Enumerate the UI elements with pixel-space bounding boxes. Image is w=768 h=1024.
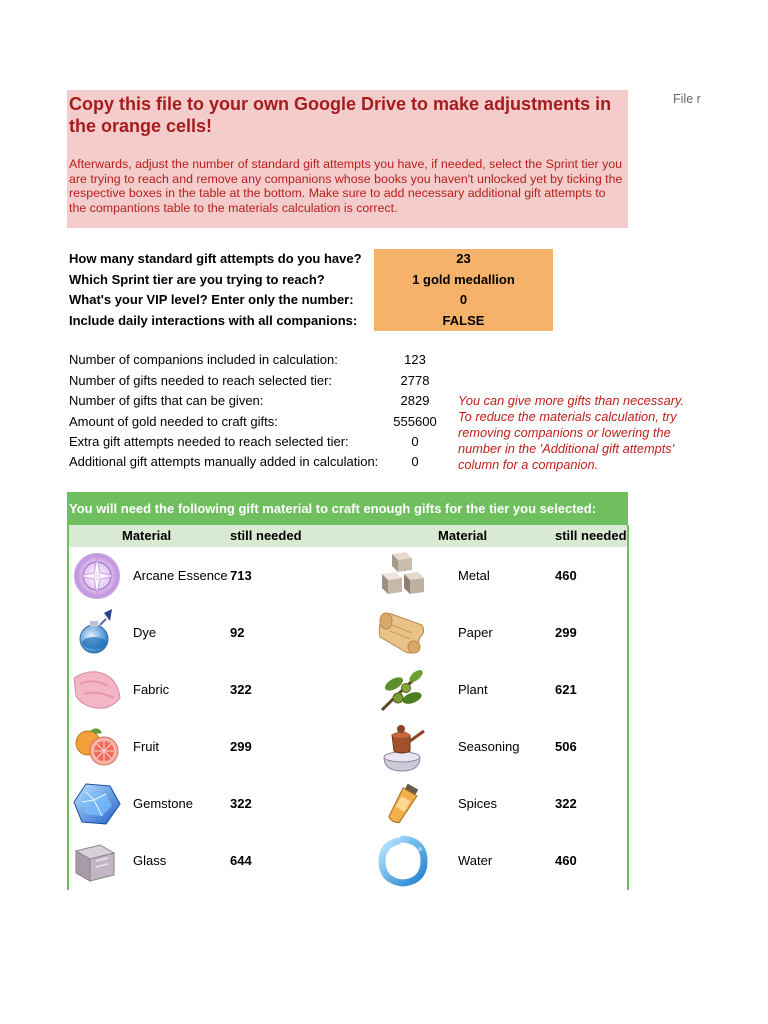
paper-icon [376,607,430,659]
daily-interactions-label: Include daily interactions with all companions: [69,313,358,328]
spices-icon [376,778,430,830]
material-qty-paper: 299 [555,625,577,640]
col-material-left: Material [122,528,172,543]
gifts-needed-label: Number of gifts needed to reach selected tier: [69,373,333,388]
material-name-paper: Paper [458,625,493,640]
material-qty-arcane-essence: 713 [230,568,252,583]
hint-note: You can give more gifts than necessary. To reduce the materials calculation, try removing companions or lowering the number in the 'Additional gift attempts' column for a companion. [458,393,684,472]
material-qty-fabric: 322 [230,682,252,697]
material-qty-spices: 322 [555,796,577,811]
fabric-icon [70,664,124,716]
gold-needed-value: 555600 [393,414,437,429]
file-hint-text: File r [673,92,701,106]
material-name-fruit: Fruit [133,739,159,754]
manual-attempts-value: 0 [411,454,419,469]
notice-body: Afterwards, adjust the number of standard gift attempts you have, if needed, select the Sprint tier you are trying to reach and remove any companions whose books you haven't unlocked yet by ticking the respective boxes in the table at the bottom. Make sure to add necessary additional gift attempts to the compantions table to the materials calculation is correct. [69,157,623,216]
material-name-metal: Metal [458,568,490,583]
table-left-border [67,525,69,890]
glass-icon [70,835,124,887]
material-name-arcane-essence: Arcane Essence [133,568,228,583]
manual-attempts-label: Additional gift attempts manually added in calculation: [69,454,379,469]
gifts-possible-label: Number of gifts that can be given: [69,393,264,408]
daily-interactions-cell[interactable]: FALSE [442,313,485,328]
col-material-right: Material [438,528,488,543]
water-icon [376,835,430,887]
gifts-needed-value: 2778 [400,373,430,388]
sprint-tier-label: Which Sprint tier are you trying to reach? [69,272,325,287]
material-qty-glass: 644 [230,853,252,868]
col-needed-right: still needed [555,528,627,543]
sprint-tier-cell[interactable]: 1 gold medallion [412,272,515,287]
vip-level-label: What's your VIP level? Enter only the number: [69,292,354,307]
material-name-fabric: Fabric [133,682,170,697]
material-name-plant: Plant [458,682,488,697]
gemstone-icon [70,778,124,830]
material-name-dye: Dye [133,625,157,640]
material-qty-plant: 621 [555,682,577,697]
material-qty-metal: 460 [555,568,577,583]
col-needed-left: still needed [230,528,302,543]
fruit-icon [70,721,124,773]
gifts-possible-value: 2829 [400,393,430,408]
seasoning-icon [376,721,430,773]
dye-icon [70,607,124,659]
table-right-border [627,525,629,890]
material-qty-fruit: 299 [230,739,252,754]
material-qty-gemstone: 322 [230,796,252,811]
gold-needed-label: Amount of gold needed to craft gifts: [69,414,278,429]
material-qty-seasoning: 506 [555,739,577,754]
material-name-glass: Glass [133,853,167,868]
arcane-essence-icon [70,550,124,602]
material-qty-dye: 92 [230,625,245,640]
gift-attempts-label: How many standard gift attempts do you have? [69,251,362,266]
plant-icon [376,664,430,716]
metal-icon [376,550,430,602]
companions-count-label: Number of companions included in calculation: [69,352,338,367]
gift-attempts-cell[interactable]: 23 [456,251,471,266]
extra-attempts-value: 0 [411,434,419,449]
materials-header: You will need the following gift material to craft enough gifts for the tier you selected: [69,501,597,516]
material-qty-water: 460 [555,853,577,868]
material-name-gemstone: Gemstone [133,796,193,811]
vip-level-cell[interactable]: 0 [459,292,468,307]
material-name-seasoning: Seasoning [458,739,520,754]
extra-attempts-label: Extra gift attempts needed to reach selected tier: [69,434,349,449]
notice-title: Copy this file to your own Google Drive to make adjustments in the orange cells! [69,94,612,136]
material-name-water: Water [458,853,493,868]
material-name-spices: Spices [458,796,498,811]
companions-count-value: 123 [404,352,426,367]
